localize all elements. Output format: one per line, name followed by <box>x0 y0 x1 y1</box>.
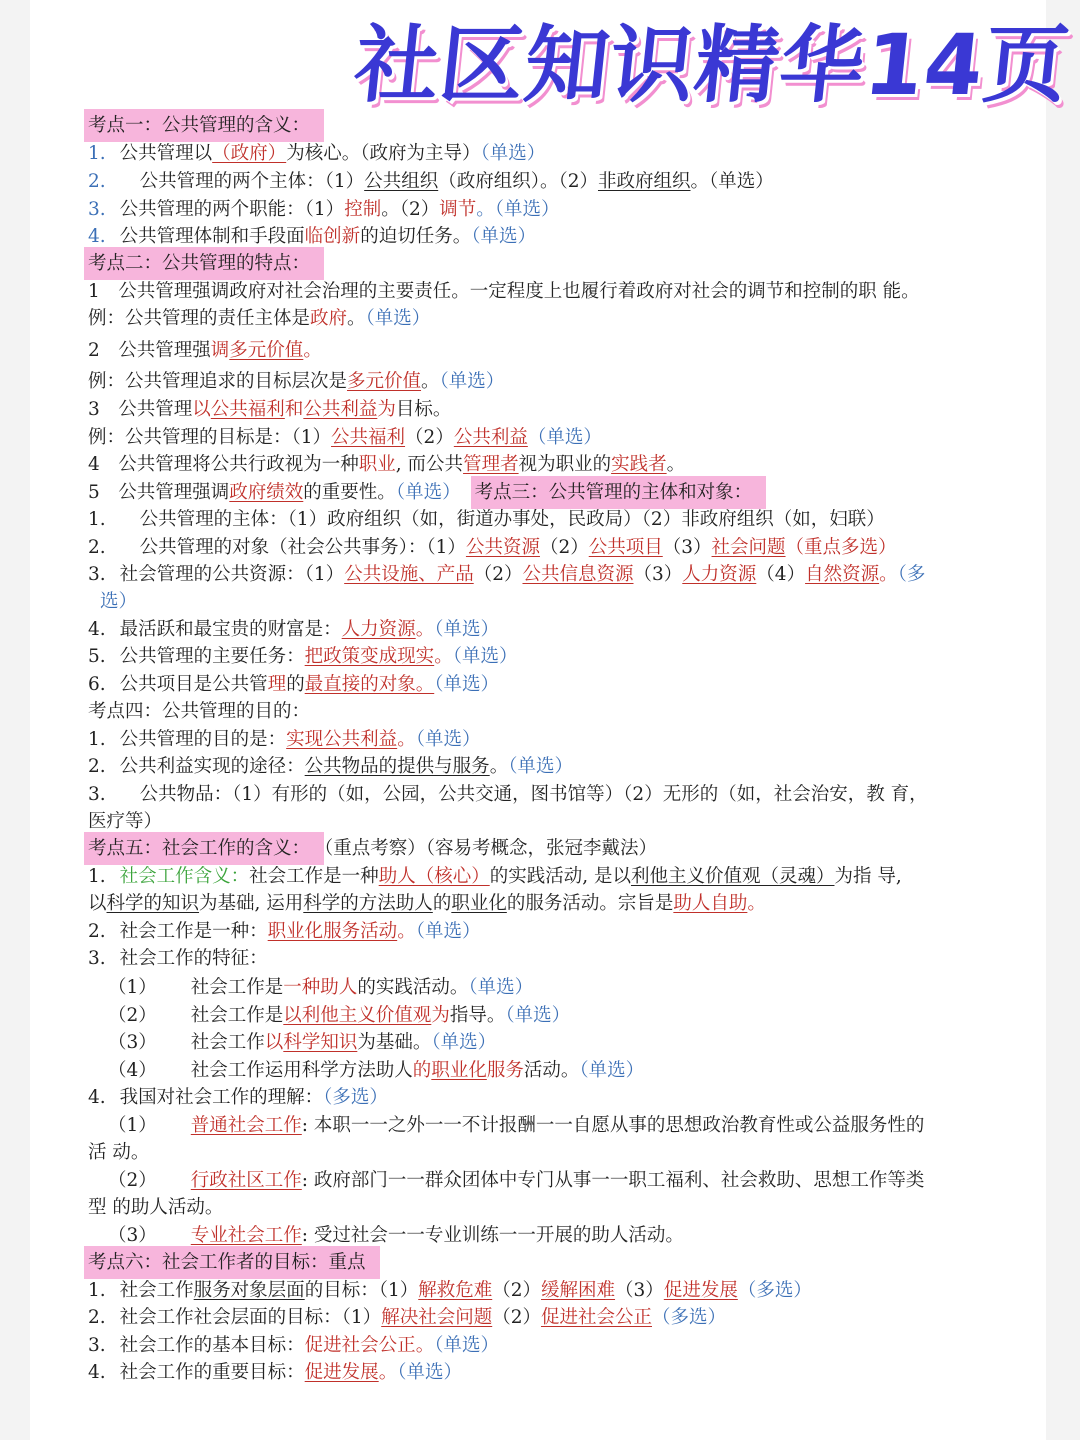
s3-item-5: 5. 公共管理的主要任务：把政策变成现实。（单选） <box>88 646 518 667</box>
s5-feature-4: （4） 社会工作运用科学方法助人的职业化服务活动。（单选） <box>108 1060 645 1081</box>
s6-item-2: 2. 社会工作社会层面的目标：（1）解决社会问题（2）促进社会公正（多选） <box>88 1307 727 1328</box>
s2-item-5: 5 公共管理强调政府绩效的重要性。（单选） 考点三：公共管理的主体和对象： <box>88 481 766 505</box>
s6-item-1: 1. 社会工作服务对象层面的目标：（1）解救危难（2）缓解困难（3）促进发展（多选） <box>88 1280 812 1301</box>
s1-item-3: 3. 公共管理的两个职能：（1）控制。（2）调节。（单选） <box>88 199 560 220</box>
s4-item-1: 1. 公共管理的目的是：实现公共利益。（单选） <box>88 729 481 750</box>
s2-item-4: 4 公共管理将公共行政视为一种职业, 而公共管理者视为职业的实践者。 <box>88 454 686 475</box>
s5-item-2: 2. 社会工作是一种：职业化服务活动。（单选） <box>88 921 481 942</box>
s1-item-1: 1. 公共管理以（政府）为核心。（政府为主导）（单选） <box>88 143 546 164</box>
section-2-heading: 考点二：公共管理的特点： <box>88 252 324 276</box>
s3-item-2: 2. 公共管理的对象（社会公共事务）：（1）公共资源（2）公共项目（3）社会问题（重点多选） <box>88 537 897 558</box>
s5-item-1-cont: 以科学的知识为基础, 运用科学的方法助人的职业化的服务活动。宗旨是助人自助。 <box>88 893 766 914</box>
s1-item-4: 4. 公共管理体制和手段面临创新的迫切任务。（单选） <box>88 226 536 247</box>
s5-understanding-2-cont: 型 的助人活动。 <box>88 1197 224 1218</box>
s5-feature-2: （2） 社会工作是以利他主义价值观为指导。（单选） <box>108 1005 571 1026</box>
s2-item-1: 1 公共管理强调政府对社会治理的主要责任。一定程度上也履行着政府对社会的调节和控制的职 能。 <box>88 281 920 302</box>
s5-feature-1: （1） 社会工作是一种助人的实践活动。（单选） <box>108 977 534 998</box>
s5-understanding-2: （2） 行政社区工作: 政府部门一一群众团体中专门从事一一职工福利、社会救助、思想工作等类 <box>108 1170 925 1191</box>
s1-item-2: 2. 公共管理的两个主体：（1）公共组织（政府组织）。（2）非政府组织。（单选） <box>88 171 774 192</box>
section-5-heading: 考点五：社会工作的含义： （重点考察）（容易考概念，张冠李戴法） <box>88 837 657 861</box>
s3-item-3: 3. 社会管理的公共资源：（1）公共设施、产品（2）公共信息资源（3）人力资源（4）自然资源。（多 <box>88 564 926 585</box>
section-4-heading: 考点四：公共管理的目的： <box>88 701 311 722</box>
section-1-heading: 考点一：公共管理的含义： <box>88 114 324 138</box>
s2-example-3: 例：公共管理的目标是：（1）公共福利（2）公共利益（单选） <box>88 427 602 448</box>
s4-item-3: 3. 公共物品：（1）有形的（如，公园，公共交通，图书馆等）（2）无形的（如，社会治安，教 育， <box>88 784 928 805</box>
s3-item-4: 4. 最活跃和最宝贵的财富是：人力资源。（单选） <box>88 619 499 640</box>
page-title: 社区知识精华14页 <box>349 16 1075 114</box>
s5-item-1: 1. 社会工作含义：社会工作是一种助人（核心）的实践活动, 是以利他主义价值观（灵魂）为指 导, <box>88 866 902 887</box>
s2-item-2: 2 公共管理强调多元价值。 <box>88 340 322 361</box>
s5-understanding-1-cont: 活 动。 <box>88 1142 150 1163</box>
s4-item-2: 2. 公共利益实现的途径：公共物品的提供与服务。（单选） <box>88 756 573 777</box>
s5-item-4: 4. 我国对社会工作的理解：（多选） <box>88 1087 388 1108</box>
s2-example-2: 例：公共管理追求的目标层次是多元价值。（单选） <box>88 371 505 392</box>
s6-item-4: 4. 社会工作的重要目标：促进发展。（单选） <box>88 1362 462 1383</box>
s5-feature-3: （3） 社会工作以科学知识为基础。（单选） <box>108 1032 497 1053</box>
s5-item-3: 3. 社会工作的特征： <box>88 948 268 969</box>
s4-item-3-cont: 医疗等） <box>88 811 163 832</box>
s3-item-6: 6. 公共项目是公共管理的最直接的对象。（单选） <box>88 674 499 695</box>
s3-item-3-cont: 选） <box>100 591 138 612</box>
s3-item-1: 1. 公共管理的主体：（1）政府组织（如，街道办事处，民政局）（2）非政府组织（如，妇联） <box>88 509 885 530</box>
s5-understanding-3: （3） 专业社会工作: 受过社会一一专业训练一一开展的助人活动。 <box>108 1225 684 1246</box>
s5-understanding-1: （1） 普通社会工作: 本职一一之外一一不计报酬一一自愿从事的思想政治教育性或公益服务性的 <box>108 1115 925 1136</box>
section-6-heading: 考点六：社会工作者的目标：重点 <box>88 1251 380 1275</box>
s6-item-3: 3. 社会工作的基本目标：促进社会公正。（单选） <box>88 1335 499 1356</box>
s2-example-1: 例：公共管理的责任主体是政府。（单选） <box>88 308 431 329</box>
section-3-heading: 考点三：公共管理的主体和对象： <box>471 476 767 509</box>
s2-item-3: 3 公共管理以公共福利和公共利益为目标。 <box>88 399 452 420</box>
section-5-note: （重点考察）（容易考概念，张冠李戴法） <box>324 838 658 859</box>
